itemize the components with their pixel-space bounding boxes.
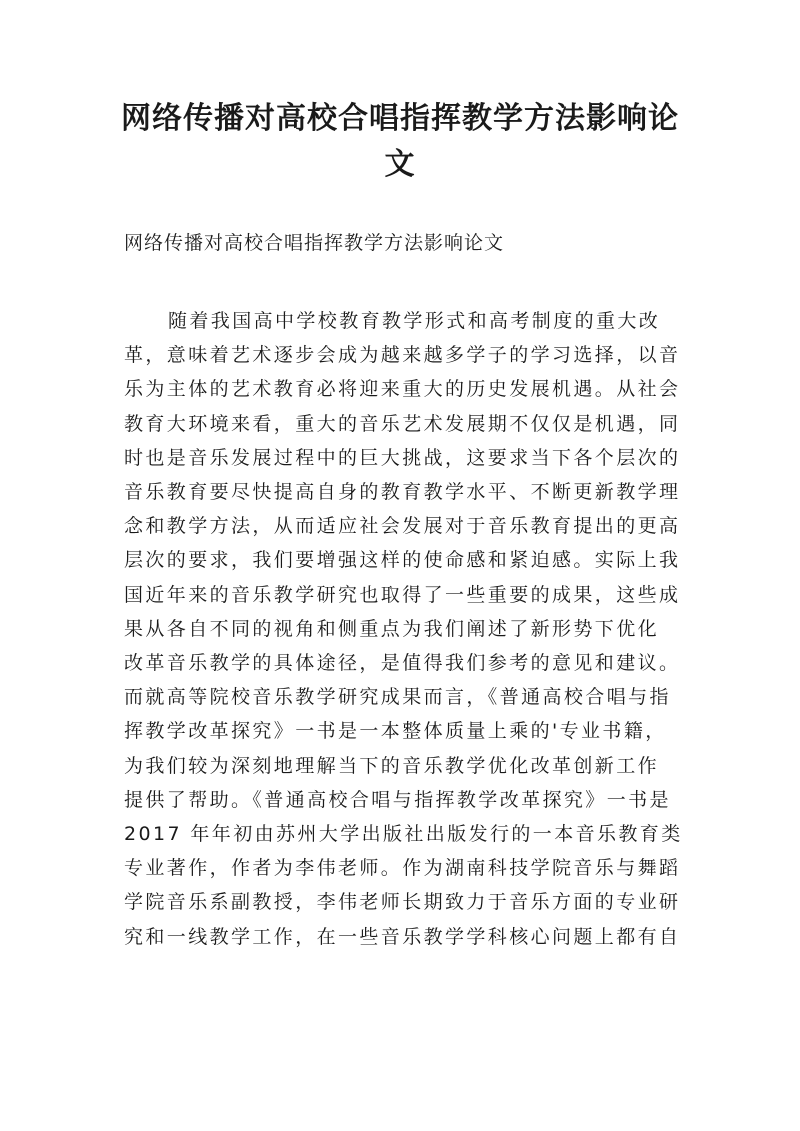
body-line: 随着我国高中学校教育教学形式和高考制度的重大改 [168, 310, 661, 332]
body-line: 究和一线教学工作，在一些音乐教学学科核心问题上都有自 [124, 925, 681, 948]
body-line: 专业著作，作者为李伟老师。作为湖南科技学院音乐与舞蹈 [124, 857, 681, 880]
body-line: 国近年来的音乐教学研究也取得了一些重要的成果，这些成 [124, 583, 681, 606]
body-line: 念和教学方法，从而适应社会发展对于音乐教育提出的更高 [124, 515, 681, 538]
document-subtitle: 网络传播对高校合唱指挥教学方法影响论文 [124, 232, 505, 254]
body-line: 2017 年年初由苏州大学出版社出版发行的一本音乐教育类 [124, 823, 683, 846]
body-paragraph [124, 304, 683, 954]
body-line: 而就高等院校音乐教学研究成果而言，《普通高校合唱与指 [124, 686, 671, 709]
body-line: 层次的要求，我们要增强这样的使命感和紧迫感。实际上我 [124, 549, 681, 572]
body-line: 革，意味着艺术逐步会成为越来越多学子的学习选择，以音 [124, 344, 681, 367]
body-line: 乐为主体的艺术教育必将迎来重大的历史发展机遇。从社会 [124, 378, 681, 401]
body-line: 提供了帮助。《普通高校合唱与指挥教学改革探究》一书是 [124, 788, 671, 811]
document-title [100, 96, 700, 188]
body-line: 音乐教育要尽快提高自身的教育教学水平、不断更新教学理 [124, 481, 681, 504]
body-line: 为我们较为深刻地理解当下的音乐教学优化改革创新工作 [124, 754, 660, 777]
body-line: 学院音乐系副教授，李伟老师长期致力于音乐方面的专业研 [124, 891, 681, 914]
title-line: 文 [384, 147, 416, 182]
body-line: 果从各自不同的视角和侧重点为我们阐述了新形势下优化 [124, 617, 660, 640]
body-line: 改革音乐教学的具体途径，是值得我们参考的意见和建议。 [124, 652, 681, 675]
body-line: 时也是音乐发展过程中的巨大挑战，这要求当下各个层次的 [124, 446, 681, 469]
body-line: 教育大环境来看，重大的音乐艺术发展期不仅仅是机遇，同 [124, 412, 681, 435]
title-line: 网络传播对高校合唱指挥教学方法影响论 [121, 101, 679, 136]
body-line: 挥教学改革探究》一书是一本整体质量上乘的'专业书籍， [124, 720, 667, 743]
